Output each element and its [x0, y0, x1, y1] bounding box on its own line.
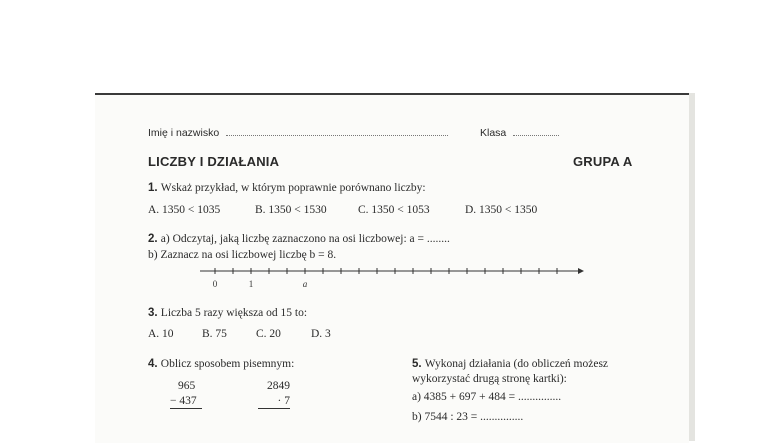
class-field — [480, 126, 559, 139]
question-5-line1 — [412, 358, 608, 370]
op1-bottom: − 437 — [170, 395, 202, 409]
q1-option-c: C. 1350 < 1053 — [358, 204, 430, 216]
question-1-text: Wskaż przykład, w którym poprawnie porównano liczby: — [160, 182, 426, 194]
question-3 — [148, 307, 307, 319]
q1-option-b: B. 1350 < 1530 — [255, 204, 327, 216]
number-line-arrow — [578, 268, 584, 274]
question-4 — [148, 358, 294, 370]
axis-label-0: 0 — [212, 279, 218, 289]
axis-label-1: 1 — [248, 279, 254, 289]
number-line — [195, 262, 585, 292]
q3-option-a: A. 10 — [148, 328, 174, 340]
op2-bottom: · 7 — [258, 395, 290, 409]
q1-option-a: A. 1350 < 1035 — [148, 204, 221, 216]
question-3-number: 3. — [148, 307, 158, 319]
question-5-number: 5. — [412, 358, 422, 370]
name-field — [148, 126, 448, 139]
axis-label-a: a — [302, 279, 308, 289]
page-edge — [689, 93, 695, 441]
q3-option-d: D. 3 — [311, 328, 331, 340]
question-4-text: Oblicz sposobem pisemnym: — [160, 358, 295, 370]
q3-option-b: B. 75 — [202, 328, 227, 340]
question-5-text-line2: wykorzystać drugą stronę kartki): — [412, 373, 567, 385]
group-label: GRUPA A — [573, 154, 633, 169]
name-dotted-line — [226, 126, 448, 136]
name-label: Imię i nazwisko — [148, 127, 220, 139]
class-dotted-line — [513, 126, 559, 136]
question-4-number: 4. — [148, 358, 158, 370]
question-2a-text: a) Odczytaj, jaką liczbę zaznaczono na osi liczbowej: a = ........ — [160, 233, 450, 245]
worksheet-title: LICZBY I DZIAŁANIA — [148, 154, 280, 169]
question-2a — [148, 233, 450, 245]
op2-top: 2849 — [267, 380, 290, 392]
class-label: Klasa — [480, 127, 507, 139]
op1-top: 965 — [178, 380, 196, 392]
q1-option-d: D. 1350 < 1350 — [465, 204, 538, 216]
question-2b-text: b) Zaznacz na osi liczbowej liczbę b = 8. — [148, 249, 337, 261]
question-1 — [148, 182, 426, 194]
question-5-text-line1: Wykonaj działania (do obliczeń możesz — [424, 358, 609, 370]
question-1-number: 1. — [148, 182, 158, 194]
question-5b: b) 7544 : 23 = ............... — [412, 411, 524, 423]
question-5a: a) 4385 + 697 + 484 = ............... — [412, 391, 562, 403]
q3-option-c: C. 20 — [256, 328, 281, 340]
question-2-number: 2. — [148, 233, 158, 245]
question-3-text: Liczba 5 razy większa od 15 to: — [160, 307, 308, 319]
